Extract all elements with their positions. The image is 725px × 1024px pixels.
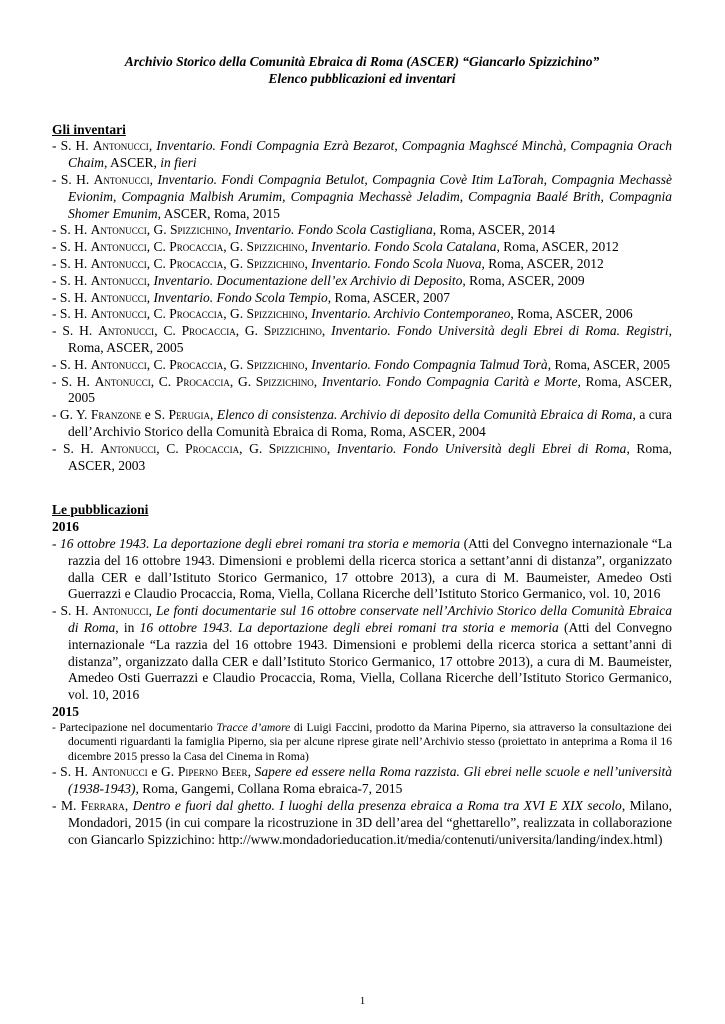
header-line-1: Archivio Storico della Comunità Ebraica di Roma (ASCER) “Giancarlo Spizzichino”	[124, 54, 600, 69]
section-title-inventari: Gli inventari	[52, 121, 126, 137]
list-item: - S. H. Antonucci, Inventario. Fondi Compagnia Betulot, Compagnia Covè Itim LaTorah, Compagnia Mechassè Evionim, Compagnia Malbish Arumim, Compagnia Mechassè Jeladim, Compagnia Baalé Brith, Compagnia Shomer Emunim, ASCER, Roma, 2015	[52, 171, 673, 221]
list-item: - S. H. Antonucci, Inventario. Fondo Scola Tempio, Roma, ASCER, 2007	[52, 289, 450, 305]
list-item: - S. H. Antonucci e G. Piperno Beer, Sapere ed essere nella Roma razzista. Gli ebrei nelle scuole e nell’università (1938-1943), Roma, Gangemi, Collana Roma ebraica-7, 2015	[52, 764, 673, 797]
list-item: - S. H. Antonucci, C. Procaccia, G. Spizzichino, Inventario. Fondo Università degli Ebrei di Roma. Registri, Roma, ASCER, 2005	[52, 323, 672, 355]
page-number: 1	[359, 995, 366, 1007]
list-item: - S. H. Antonucci, C. Procaccia, G. Spizzichino, Inventario. Fondo Compagnia Carità e Morte, Roma, ASCER, 2005	[52, 373, 673, 406]
list-item: - S. H. Antonucci, Inventario. Fondi Compagnia Ezrà Bezarot, Compagnia Maghscé Minchà, Compagnia Orach Chaim, ASCER, in fieri	[52, 138, 672, 171]
list-item: - S. H. Antonucci, C. Procaccia, G. Spizzichino, Inventario. Fondo Compagnia Talmud Torà, Roma, ASCER, 2005	[52, 356, 670, 372]
document-page	[52, 54, 672, 848]
list-item: - S. H. Antonucci, C. Procaccia, G. Spizzichino, Inventario. Fondo Scola Catalana, Roma, ASCER, 2012	[52, 239, 619, 255]
list-item: - S. H. Antonucci, C. Procaccia, G. Spizzichino, Inventario. Fondo Università degli Ebrei di Roma, Roma, ASCER, 2003	[52, 440, 672, 473]
year-heading-2016: 2016	[52, 519, 79, 535]
list-item: - G. Y. Franzone e S. Perugia, Elenco di consistenza. Archivio di deposito della Comunità Ebraica di Roma, a cura dell’Archivio Storico della Comunità Ebraica di Roma, Roma, ASCER, 2004	[52, 407, 672, 439]
pubblicazioni-2016-list	[52, 536, 672, 704]
list-item: - S. H. Antonucci, C. Procaccia, G. Spizzichino, Inventario. Archivio Contemporaneo, Roma, ASCER, 2006	[52, 306, 633, 322]
header-line-2: Elenco pubblicazioni ed inventari	[268, 70, 456, 86]
list-item: - S. H. Antonucci, Le fonti documentarie sul 16 ottobre conservate nell’Archivio Storico della Comunità Ebraica di Roma, in 16 ottobre 1943. La deportazione degli ebrei romani tra storia e memoria (Atti del Convegno internazionale “La razzia del 16 ottobre 1943. Dimensioni e problemi della ricerca storica a settant’anni di distanza”, organizzato dalla CER e dall’Istituto Storico Germanico, 17 ottobre 2013), a cura di M. Baumeister, Amedeo Osti Guerrazzi e Claudio Procaccia, Roma, Viella, Collana Ricerche dell’Istituto Storico Germanico, vol. 10, 2016	[52, 603, 673, 703]
section-title-pubblicazioni: Le pubblicazioni	[52, 502, 149, 518]
year-heading-2015: 2015	[52, 703, 79, 719]
inventari-list	[52, 138, 672, 474]
list-item: - S. H. Antonucci, G. Spizzichino, Inventario. Fondo Scola Castigliana, Roma, ASCER, 2014	[52, 222, 556, 238]
list-item: - S. H. Antonucci, Inventario. Documentazione dell’ex Archivio di Deposito, Roma, ASCER, 2009	[52, 272, 585, 288]
list-item: - S. H. Antonucci, C. Procaccia, G. Spizzichino, Inventario. Fondo Scola Nuova, Roma, ASCER, 2012	[52, 255, 604, 271]
list-item: - Partecipazione nel documentario Tracce d’amore di Luigi Faccini, prodotto da Marina Piperno, sia attraverso la consultazione dei documenti riguardanti la famiglia Piperno, sia per alcune riprese girate nell’Archivio stesso (proiettato in anteprima a Roma il 16 dicembre 2015 presso la Casa del Cinema in Roma)	[52, 720, 672, 763]
list-item: - M. Ferrara, Dentro e fuori dal ghetto. I luoghi della presenza ebraica a Roma tra XVI E XIX secolo, Milano, Mondadori, 2015 (in cui compare la ricostruzione in 3D dell’area del “ghettarello”, realizzata in collaborazione con Giancarlo Spizzichino: http://www.mondadorieducation.it/media/contenuti/universita/landing/index.html)	[52, 798, 673, 847]
list-item: - 16 ottobre 1943. La deportazione degli ebrei romani tra storia e memoria (Atti del Convegno internazionale “La razzia del 16 ottobre 1943. Dimensioni e problemi della ricerca storica a settant’anni di distanza”, organizzato dalla CER e dall’Istituto Storico Germanico, 17 ottobre 2013), a cura di M. Baumeister, Amedeo Osti Guerrazzi e Claudio Procaccia, Roma, Viella, Collana Ricerche dell’Istituto Storico Germanico, vol. 10, 2016	[52, 535, 672, 602]
pubblicazioni-2015-list	[52, 721, 672, 849]
document-header	[52, 54, 672, 88]
